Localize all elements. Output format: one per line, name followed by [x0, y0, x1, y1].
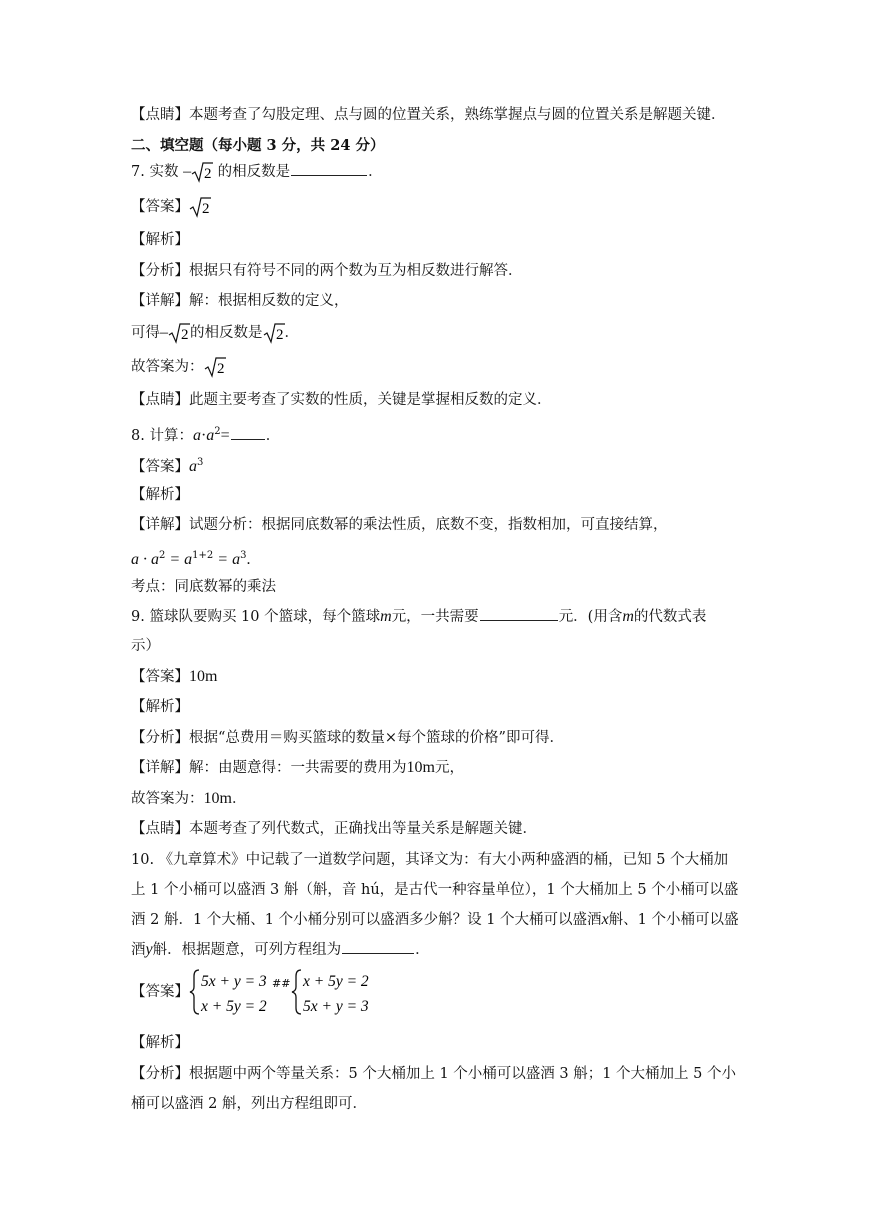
- equation-system-1: [189, 967, 271, 1017]
- q9-dianjing: [131, 819, 741, 839]
- var-m: m: [622, 608, 634, 625]
- text: 10. 《九章算术》中记载了一道数学问题，其译文为：有大小两种盛酒的桶，已知 5 个大桶加上 1 个小桶可以盛酒 3 斛（斛，音 hú，是古代一种容量单位），1 个大桶加上 5 个小桶可以盛酒 2 斛．1 个大桶、1 个小桶分别可以盛酒多少斛？设 1 个大桶可以盛酒: [131, 852, 739, 928]
- q8-xiangjie: [131, 515, 741, 535]
- text: ．: [415, 942, 430, 958]
- q7-jiexi: [131, 230, 741, 250]
- q9-guda: [131, 789, 741, 809]
- exponent: 2: [214, 426, 221, 437]
- exponent: 3: [197, 457, 204, 468]
- answer-label: 【答案】: [131, 199, 189, 215]
- var-a: a: [189, 457, 197, 475]
- section-heading: [131, 136, 741, 156]
- text: 的代数式表: [633, 609, 707, 625]
- equation-row-2: x + 5y = 2: [201, 998, 267, 1015]
- q10-answer: [131, 966, 741, 1018]
- equation-row-1: 5x + y = 3: [201, 973, 267, 990]
- math-part: a · a: [131, 550, 159, 568]
- period: .: [246, 550, 251, 568]
- radicand: 2: [204, 166, 212, 182]
- q7-answer: [131, 196, 741, 218]
- text: ．: [265, 427, 281, 444]
- q7-dianjing: [131, 390, 741, 410]
- text: 【详解】试题分析：根据同底数幂的乘法性质，底数不变，指数相加，可直接结算，: [131, 517, 668, 533]
- math-value: 10m: [189, 668, 218, 685]
- q7-guda: [131, 356, 741, 378]
- sqrt-symbol: [263, 322, 285, 344]
- var-a: a: [192, 426, 201, 444]
- var-a: a: [206, 426, 215, 444]
- q9-question-line2: [131, 636, 741, 656]
- text: 7. 实数: [131, 164, 179, 180]
- text: 故答案为：: [131, 359, 204, 375]
- var-y: y: [145, 941, 153, 958]
- answer-label: 【答案】: [131, 458, 189, 475]
- q10-jiexi: [131, 1033, 741, 1053]
- sqrt-symbol: [191, 161, 213, 183]
- math-value: 10m: [203, 790, 232, 807]
- text: ．: [231, 791, 247, 807]
- radicand: 2: [181, 327, 189, 343]
- exponent: 2: [159, 550, 166, 561]
- radicand: 2: [216, 361, 224, 377]
- answer-blank: [480, 606, 558, 621]
- q10-question: [131, 845, 741, 965]
- equation-system-2: [291, 967, 373, 1017]
- text: ．: [284, 325, 299, 341]
- q8-equation: [131, 546, 741, 570]
- answer-label: 【答案】: [131, 669, 189, 685]
- text: 9. 篮球队要购买 10 个篮球，每个篮球: [131, 609, 381, 625]
- answer-blank: [291, 161, 367, 176]
- text: 【分析】根据只有符号不同的两个数为互为相反数进行解答．: [131, 263, 523, 279]
- text: 的相反数是: [190, 325, 263, 341]
- text: 【解析】: [131, 699, 189, 715]
- var-x: x: [601, 911, 609, 928]
- text: 元．(用含: [558, 609, 623, 625]
- text: 的相反数是: [217, 164, 291, 180]
- text: 【点睛】本题考查了列代数式，正确找出等量关系是解题关键．: [131, 821, 537, 837]
- text: 【详解】解：由题意得：一共需要的费用为: [131, 760, 407, 776]
- radicand: 2: [202, 201, 210, 217]
- exponent: 1+2: [192, 550, 214, 561]
- q9-jiexi: [131, 697, 741, 717]
- text: 元，一共需要: [391, 609, 479, 625]
- q9-xiangjie: [131, 758, 741, 778]
- q7-question: [131, 161, 741, 183]
- q9-answer: [131, 667, 741, 687]
- answer-value: [189, 668, 217, 685]
- equals: =: [220, 426, 230, 444]
- q6-dianjing-line: [131, 105, 741, 125]
- text: 【解析】: [131, 1035, 189, 1051]
- text: 【点睛】此题主要考查了实数的性质，关键是掌握相反数的定义．: [131, 392, 552, 408]
- text: 【点睛】本题考查了勾股定理、点与圆的位置关系，熟练掌握点与圆的位置关系是解题关键．: [131, 107, 726, 123]
- section-title: 二、填空题（每小题 3 分，共 24 分）: [131, 137, 385, 154]
- q9-fenxi: [131, 728, 741, 748]
- text: 【分析】根据“总费用＝购买篮球的数量×每个篮球的价格”即可得．: [131, 730, 564, 746]
- text: 元，: [434, 760, 464, 776]
- dot: ·: [200, 426, 207, 444]
- q8-kaodian: [131, 577, 741, 597]
- sqrt-symbol: [168, 322, 190, 344]
- text: 【分析】根据题中两个等量关系：5 个大桶加上 1 个小桶可以盛酒 3 斛；1 个大桶加上 5 个小桶可以盛酒 2 斛，列出方程组即可．: [131, 1066, 736, 1112]
- minus-sign: –: [183, 163, 192, 180]
- text: 示）: [131, 638, 160, 654]
- answer-blank: [342, 939, 414, 954]
- q7-kede: [131, 322, 741, 344]
- text: 【解析】: [131, 232, 189, 248]
- q8-jiexi: [131, 485, 741, 505]
- q9-question-line1: [131, 606, 741, 627]
- var-m: m: [380, 608, 392, 625]
- exponent: 3: [240, 550, 247, 561]
- sqrt-symbol: [189, 196, 211, 218]
- equation-row-2: 5x + y = 3: [303, 998, 370, 1015]
- text: ．: [368, 164, 383, 180]
- separator: ##: [272, 977, 291, 990]
- q7-fenxi: [131, 261, 741, 281]
- text: 可得: [131, 325, 160, 341]
- math-part: = a: [165, 550, 193, 568]
- minus-sign: –: [160, 324, 168, 341]
- q8-question: [131, 422, 741, 446]
- sqrt-symbol: [204, 356, 226, 378]
- q10-fenxi: [131, 1059, 741, 1119]
- answer-label: 【答案】: [131, 984, 189, 1000]
- math-part: = a: [213, 550, 241, 568]
- text: 斛．根据题意，可列方程组为: [152, 942, 342, 958]
- math-value: 10m: [406, 759, 435, 776]
- radicand: 2: [275, 327, 283, 343]
- text: 故答案为：: [131, 791, 204, 807]
- text: 斛、1 个小桶可以盛酒: [131, 912, 739, 958]
- text: 8. 计算：: [131, 427, 193, 444]
- answer-blank: [231, 425, 265, 440]
- text: 【解析】: [131, 487, 189, 503]
- q8-answer: [131, 453, 741, 477]
- text: 【详解】解：根据相反数的定义，: [131, 293, 349, 309]
- text: 考点：同底数幂的乘法: [131, 579, 276, 595]
- equation-row-1: x + 5y = 2: [303, 973, 370, 990]
- q7-xiangjie: [131, 291, 741, 311]
